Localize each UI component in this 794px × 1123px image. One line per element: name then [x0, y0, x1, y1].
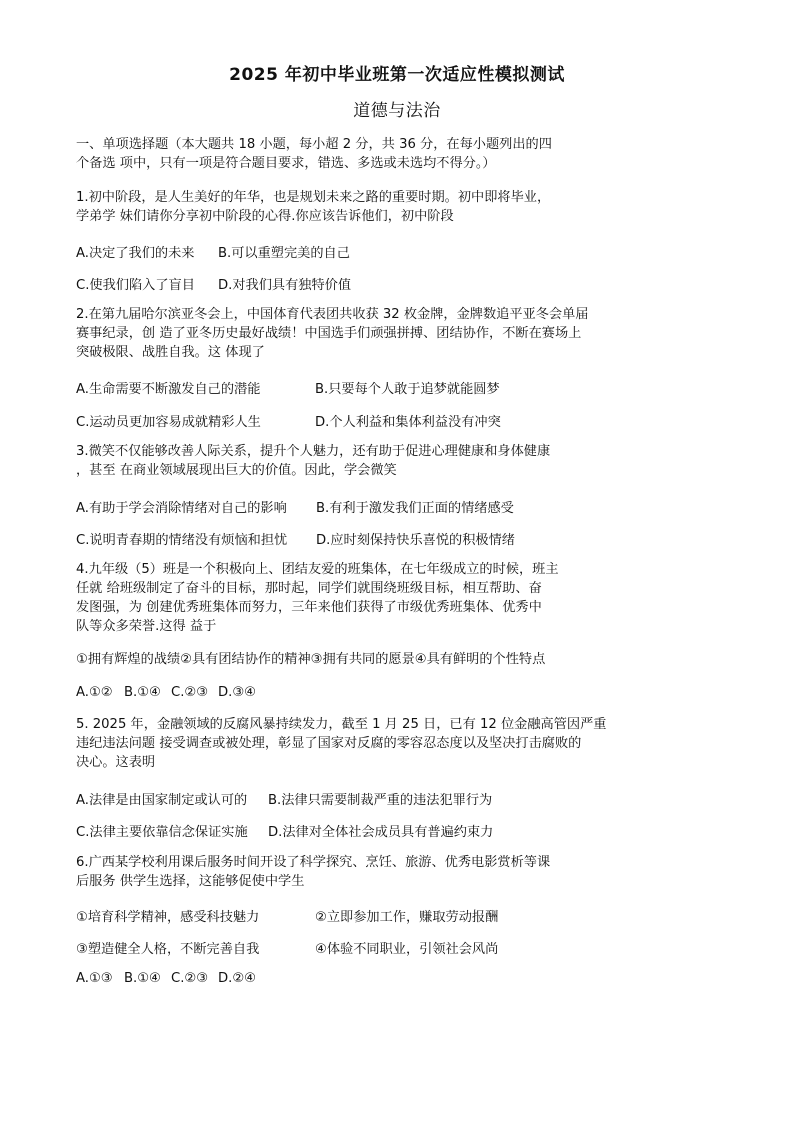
q4-stem-line4: 队等众多荣誉.这得 益于 [76, 619, 217, 634]
q4-option-c: C.②③ [171, 685, 209, 700]
q3-stem-line2: ，甚至 在商业领域展现出巨大的价值。因此，学会微笑 [76, 463, 397, 478]
q1-stem-line1: 1.初中阶段，是人生美好的年华，也是规划未来之路的重要时期。初中即将毕业， [76, 190, 551, 205]
q6-item-1: ①培育科学精神，感受科技魅力 [76, 910, 260, 925]
q4-option-b: B.①④ [124, 685, 161, 700]
q3-option-a: A.有助于学会消除情绪对自己的影响 [76, 501, 287, 516]
exam-title: 2025 年初中毕业班第一次适应性模拟测试 [229, 65, 565, 85]
q3-option-b: B.有利于激发我们正面的情绪感受 [316, 501, 514, 516]
q1-stem-line2: 学弟学 妹们请你分享初中阶段的心得.你应该告诉他们，初中阶段 [76, 209, 454, 224]
q4-option-a: A.①② [76, 685, 113, 700]
q5-stem-line1: 5. 2025 年，金融领域的反腐风暴持续发力，截至 1 月 25 日，已有 12 位金融高管因严重 [76, 717, 607, 732]
q1-option-a: A.决定了我们的未来 [76, 246, 195, 261]
q5-option-a: A.法律是由国家制定或认可的 [76, 793, 248, 808]
q6-option-a: A.①③ [76, 971, 113, 986]
q6-option-d: D.②④ [218, 971, 256, 986]
q4-items: ①拥有辉煌的战绩②具有团结协作的精神③拥有共同的愿景④具有鲜明的个性特点 [76, 652, 546, 667]
q6-stem-line2: 后服务 供学生选择，这能够促使中学生 [76, 874, 305, 889]
q2-stem-line1: 2.在第九届哈尔滨亚冬会上，中国体育代表团共收获 32 枚金牌，金牌数追平亚冬会单届 [76, 307, 589, 322]
q5-option-c: C.法律主要依靠信念保证实施 [76, 825, 248, 840]
q2-stem-line2: 赛事纪录，创 造了亚冬历史最好战绩！中国选手们顽强拼搏、团结协作，不断在赛场上 [76, 326, 582, 341]
exam-subject: 道德与法治 [353, 101, 441, 121]
q1-option-d: D.对我们具有独特价值 [218, 278, 352, 293]
q5-option-b: B.法律只需要制裁严重的违法犯罪行为 [268, 793, 493, 808]
q3-option-c: C.说明青春期的情绪没有烦恼和担忧 [76, 533, 288, 548]
q1-option-b: B.可以重塑完美的自己 [218, 246, 350, 261]
q3-option-d: D.应时刻保持快乐喜悦的积极情绪 [316, 533, 515, 548]
section-instruction-line2: 个备选 项中，只有一项是符合题目要求，错选、多选或未选均不得分。） [76, 156, 496, 171]
q5-option-d: D.法律对全体社会成员具有普遍约束力 [268, 825, 494, 840]
q6-item-2: ②立即参加工作，赚取劳动报酬 [315, 910, 499, 925]
q1-option-c: C.使我们陷入了盲目 [76, 278, 195, 293]
q4-stem-line2: 任就 给班级制定了奋斗的目标，那时起，同学们就围绕班级目标，相互帮助、奋 [76, 581, 542, 596]
q6-item-3: ③塑造健全人格，不断完善自我 [76, 942, 260, 957]
q6-item-4: ④体验不同职业，引领社会风尚 [315, 942, 499, 957]
q2-option-a: A.生命需要不断激发自己的潜能 [76, 382, 261, 397]
q2-option-c: C.运动员更加容易成就精彩人生 [76, 415, 261, 430]
q6-option-b: B.①④ [124, 971, 161, 986]
q4-option-d: D.③④ [218, 685, 256, 700]
q5-stem-line2: 违纪违法问题 接受调查或被处理，彰显了国家对反腐的零容忍态度以及坚决打击腐败的 [76, 736, 582, 751]
q3-stem-line1: 3.微笑不仅能够改善人际关系，提升个人魅力，还有助于促进心理健康和身体健康 [76, 444, 551, 459]
q6-option-c: C.②③ [171, 971, 209, 986]
q2-option-d: D.个人利益和集体利益没有冲突 [315, 415, 501, 430]
q6-stem-line1: 6.广西某学校利用课后服务时间开设了科学探究、烹饪、旅游、优秀电影赏析等课 [76, 855, 551, 870]
q2-stem-line3: 突破极限、战胜自我。这 体现了 [76, 345, 265, 360]
q4-stem-line1: 4.九年级（5）班是一个积极向上、团结友爱的班集体，在七年级成立的时候，班主 [76, 562, 559, 577]
q5-stem-line3: 决心。这表明 [76, 755, 156, 770]
q2-option-b: B.只要每个人敢于追梦就能圆梦 [315, 382, 500, 397]
section-instruction-line1: 一、单项选择题（本大题共 18 小题，每小超 2 分，共 36 分，在每小题列出的四 [76, 137, 552, 152]
q4-stem-line3: 发图强，为 创建优秀班集体而努力，三年来他们获得了市级优秀班集体、优秀中 [76, 600, 542, 615]
